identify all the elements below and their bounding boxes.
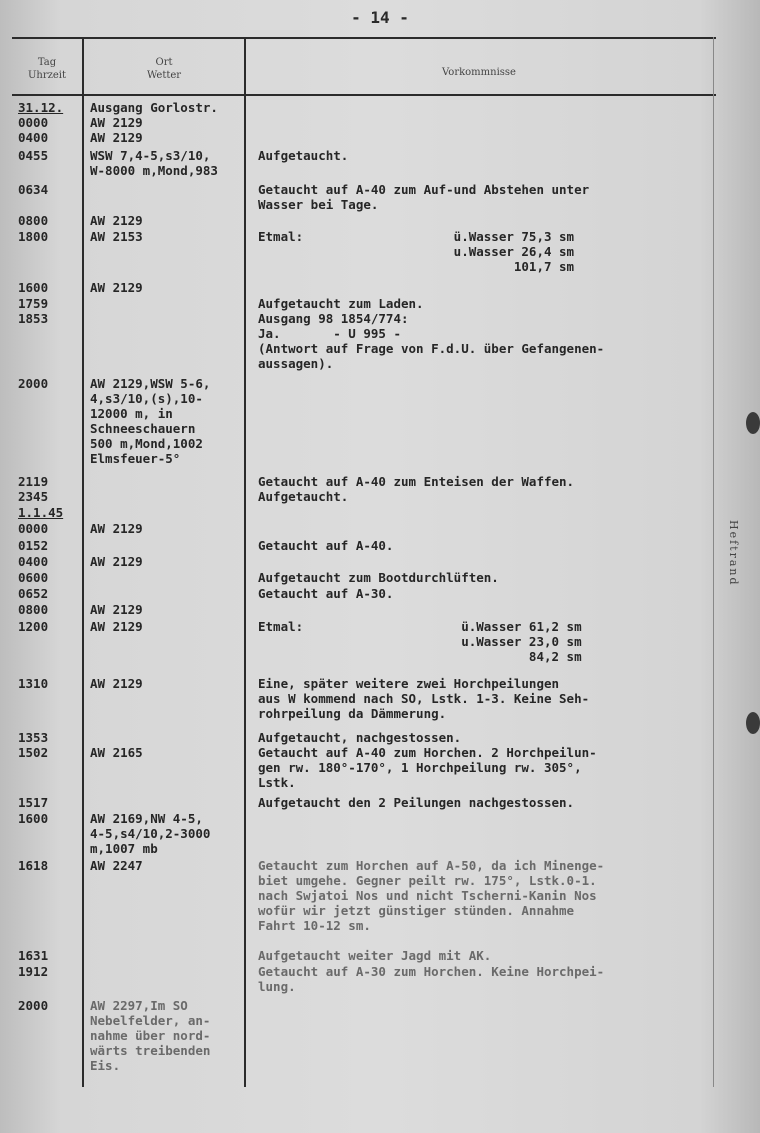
header-place-line-2: Wetter xyxy=(146,70,182,81)
page-number: - 14 - xyxy=(351,8,409,27)
entry-time: 1517 xyxy=(18,795,49,810)
entry-time: 0800 xyxy=(18,213,49,228)
entry-place: WSW 7,4-5,s3/10, W-8000 m,Mond,983 xyxy=(90,148,218,178)
entry-time: 0400 xyxy=(18,130,49,145)
entry-place: AW 2129 xyxy=(90,619,143,634)
entry-place: AW 2129 xyxy=(90,602,143,617)
entry-place: AW 2129 xyxy=(90,521,143,536)
entry-event: Getaucht auf A-30. xyxy=(258,586,394,601)
entry-time: 2000 xyxy=(18,376,49,391)
entry-event: Aufgetaucht. xyxy=(258,489,349,504)
binding-margin-label: Heftrand xyxy=(727,520,740,587)
right-border-rule xyxy=(713,37,714,1087)
entry-place: AW 2247 xyxy=(90,858,143,873)
punch-hole-icon xyxy=(746,412,760,434)
entry-time: 0652 xyxy=(18,586,49,601)
entry-event: Getaucht auf A-40 zum Auf-und Abstehen unter Wasser bei Tage. xyxy=(258,182,590,212)
entry-event: Aufgetaucht zum Laden. xyxy=(258,296,424,311)
entry-time: 0400 xyxy=(18,554,49,569)
entry-time: 0152 xyxy=(18,538,49,553)
entry-time: 0455 xyxy=(18,148,49,163)
entry-time: 1600 xyxy=(18,280,49,295)
entry-event: Aufgetaucht, nachgestossen. xyxy=(258,730,462,745)
entry-event: Etmal: ü.Wasser 75,3 sm u.Wasser 26,4 sm 101,7 sm xyxy=(258,229,575,274)
punch-hole-icon xyxy=(746,712,760,734)
entry-time: 0000 xyxy=(18,115,49,130)
entry-time: 0800 xyxy=(18,602,49,617)
entry-time: 0634 xyxy=(18,182,49,197)
header-place-line-1: Ort xyxy=(155,57,173,68)
entry-time: 0000 xyxy=(18,521,49,536)
entry-time: 2000 xyxy=(18,998,49,1013)
entry-place: AW 2129 xyxy=(90,130,143,145)
entry-time: 1200 xyxy=(18,619,49,634)
entry-place: AW 2153 xyxy=(90,229,143,244)
header-place xyxy=(86,56,242,82)
entry-place: AW 2297,Im SO Nebelfelder, an- nahme über nord- wärts treibenden Eis. xyxy=(90,998,211,1073)
entry-time: 1759 xyxy=(18,296,49,311)
entry-event: Ausgang 98 1854/774: Ja. - U 995 - (Antwort auf Frage von F.d.U. über Gefangenen- aussagen). xyxy=(258,311,605,371)
column-divider-1 xyxy=(82,37,84,1087)
entry-event: Eine, später weitere zwei Horchpeilungen aus W kommend nach SO, Lstk. 1-3. Keine Seh- rohrpeilung da Dämmerung. xyxy=(258,676,590,721)
entry-time: 1618 xyxy=(18,858,49,873)
entry-place: AW 2129 xyxy=(90,280,143,295)
entry-event: Aufgetaucht den 2 Peilungen nachgestossen. xyxy=(258,795,575,810)
entry-time: 2345 xyxy=(18,489,49,504)
entry-time: 2119 xyxy=(18,474,49,489)
entry-place: AW 2129 xyxy=(90,213,143,228)
entry-place: AW 2129 xyxy=(90,676,143,691)
entry-time: 1912 xyxy=(18,964,49,979)
entry-event: Etmal: ü.Wasser 61,2 sm u.Wasser 23,0 sm 84,2 sm xyxy=(258,619,582,664)
entry-event: Aufgetaucht weiter Jagd mit AK. xyxy=(258,948,492,963)
entry-time: 1853 xyxy=(18,311,49,326)
table-top-rule xyxy=(12,37,716,39)
entry-event: Getaucht auf A-30 zum Horchen. Keine Horchpei- lung. xyxy=(258,964,605,994)
entry-place: AW 2129,WSW 5-6, 4,s3/10,(s),10- 12000 m, in Schneeschauern 500 m,Mond,1002 Elmsfeuer-5° xyxy=(90,376,211,466)
entry-time: 1600 xyxy=(18,811,49,826)
entry-time: 0600 xyxy=(18,570,49,585)
header-time-line-1: Tag xyxy=(37,57,57,68)
entry-place: AW 2129 xyxy=(90,554,143,569)
entry-event: Aufgetaucht zum Bootdurchlüften. xyxy=(258,570,499,585)
entry-time: 1631 xyxy=(18,948,49,963)
entry-event: Getaucht auf A-40. xyxy=(258,538,394,553)
entry-event: Aufgetaucht. xyxy=(258,148,349,163)
entry-event: Getaucht auf A-40 zum Horchen. 2 Horchpeilun- gen rw. 180°-170°, 1 Horchpeilung rw. 305°, Lstk. xyxy=(258,745,597,790)
entry-place: AW 2129 xyxy=(90,115,143,130)
entry-time: 1800 xyxy=(18,229,49,244)
entry-event: Getaucht zum Horchen auf A-50, da ich Minenge- biet umgehe. Gegner peilt rw. 175°, Lstk.0-1. nach Swjatoi Nos und nicht Tscherni-Kanin Nos wofür wir jetzt günstiger stünden. Annahme Fahrt 10-12 sm. xyxy=(258,858,605,933)
entry-event: Getaucht auf A-40 zum Enteisen der Waffen. xyxy=(258,474,575,489)
header-event: Vorkommnisse xyxy=(442,67,516,78)
header-time-line-2: Uhrzeit xyxy=(27,70,67,81)
entry-place: AW 2165 xyxy=(90,745,143,760)
entry-time: 31.12. xyxy=(18,100,64,115)
entry-time: 1353 xyxy=(18,730,49,745)
entry-time: 1.1.45 xyxy=(18,505,64,520)
entry-time: 1502 xyxy=(18,745,49,760)
header-time xyxy=(14,56,80,82)
entry-time: 1310 xyxy=(18,676,49,691)
entry-place: Ausgang Gorlostr. xyxy=(90,100,218,115)
header-bottom-rule xyxy=(12,94,716,96)
entry-place: AW 2169,NW 4-5, 4-5,s4/10,2-3000 m,1007 mb xyxy=(90,811,211,856)
